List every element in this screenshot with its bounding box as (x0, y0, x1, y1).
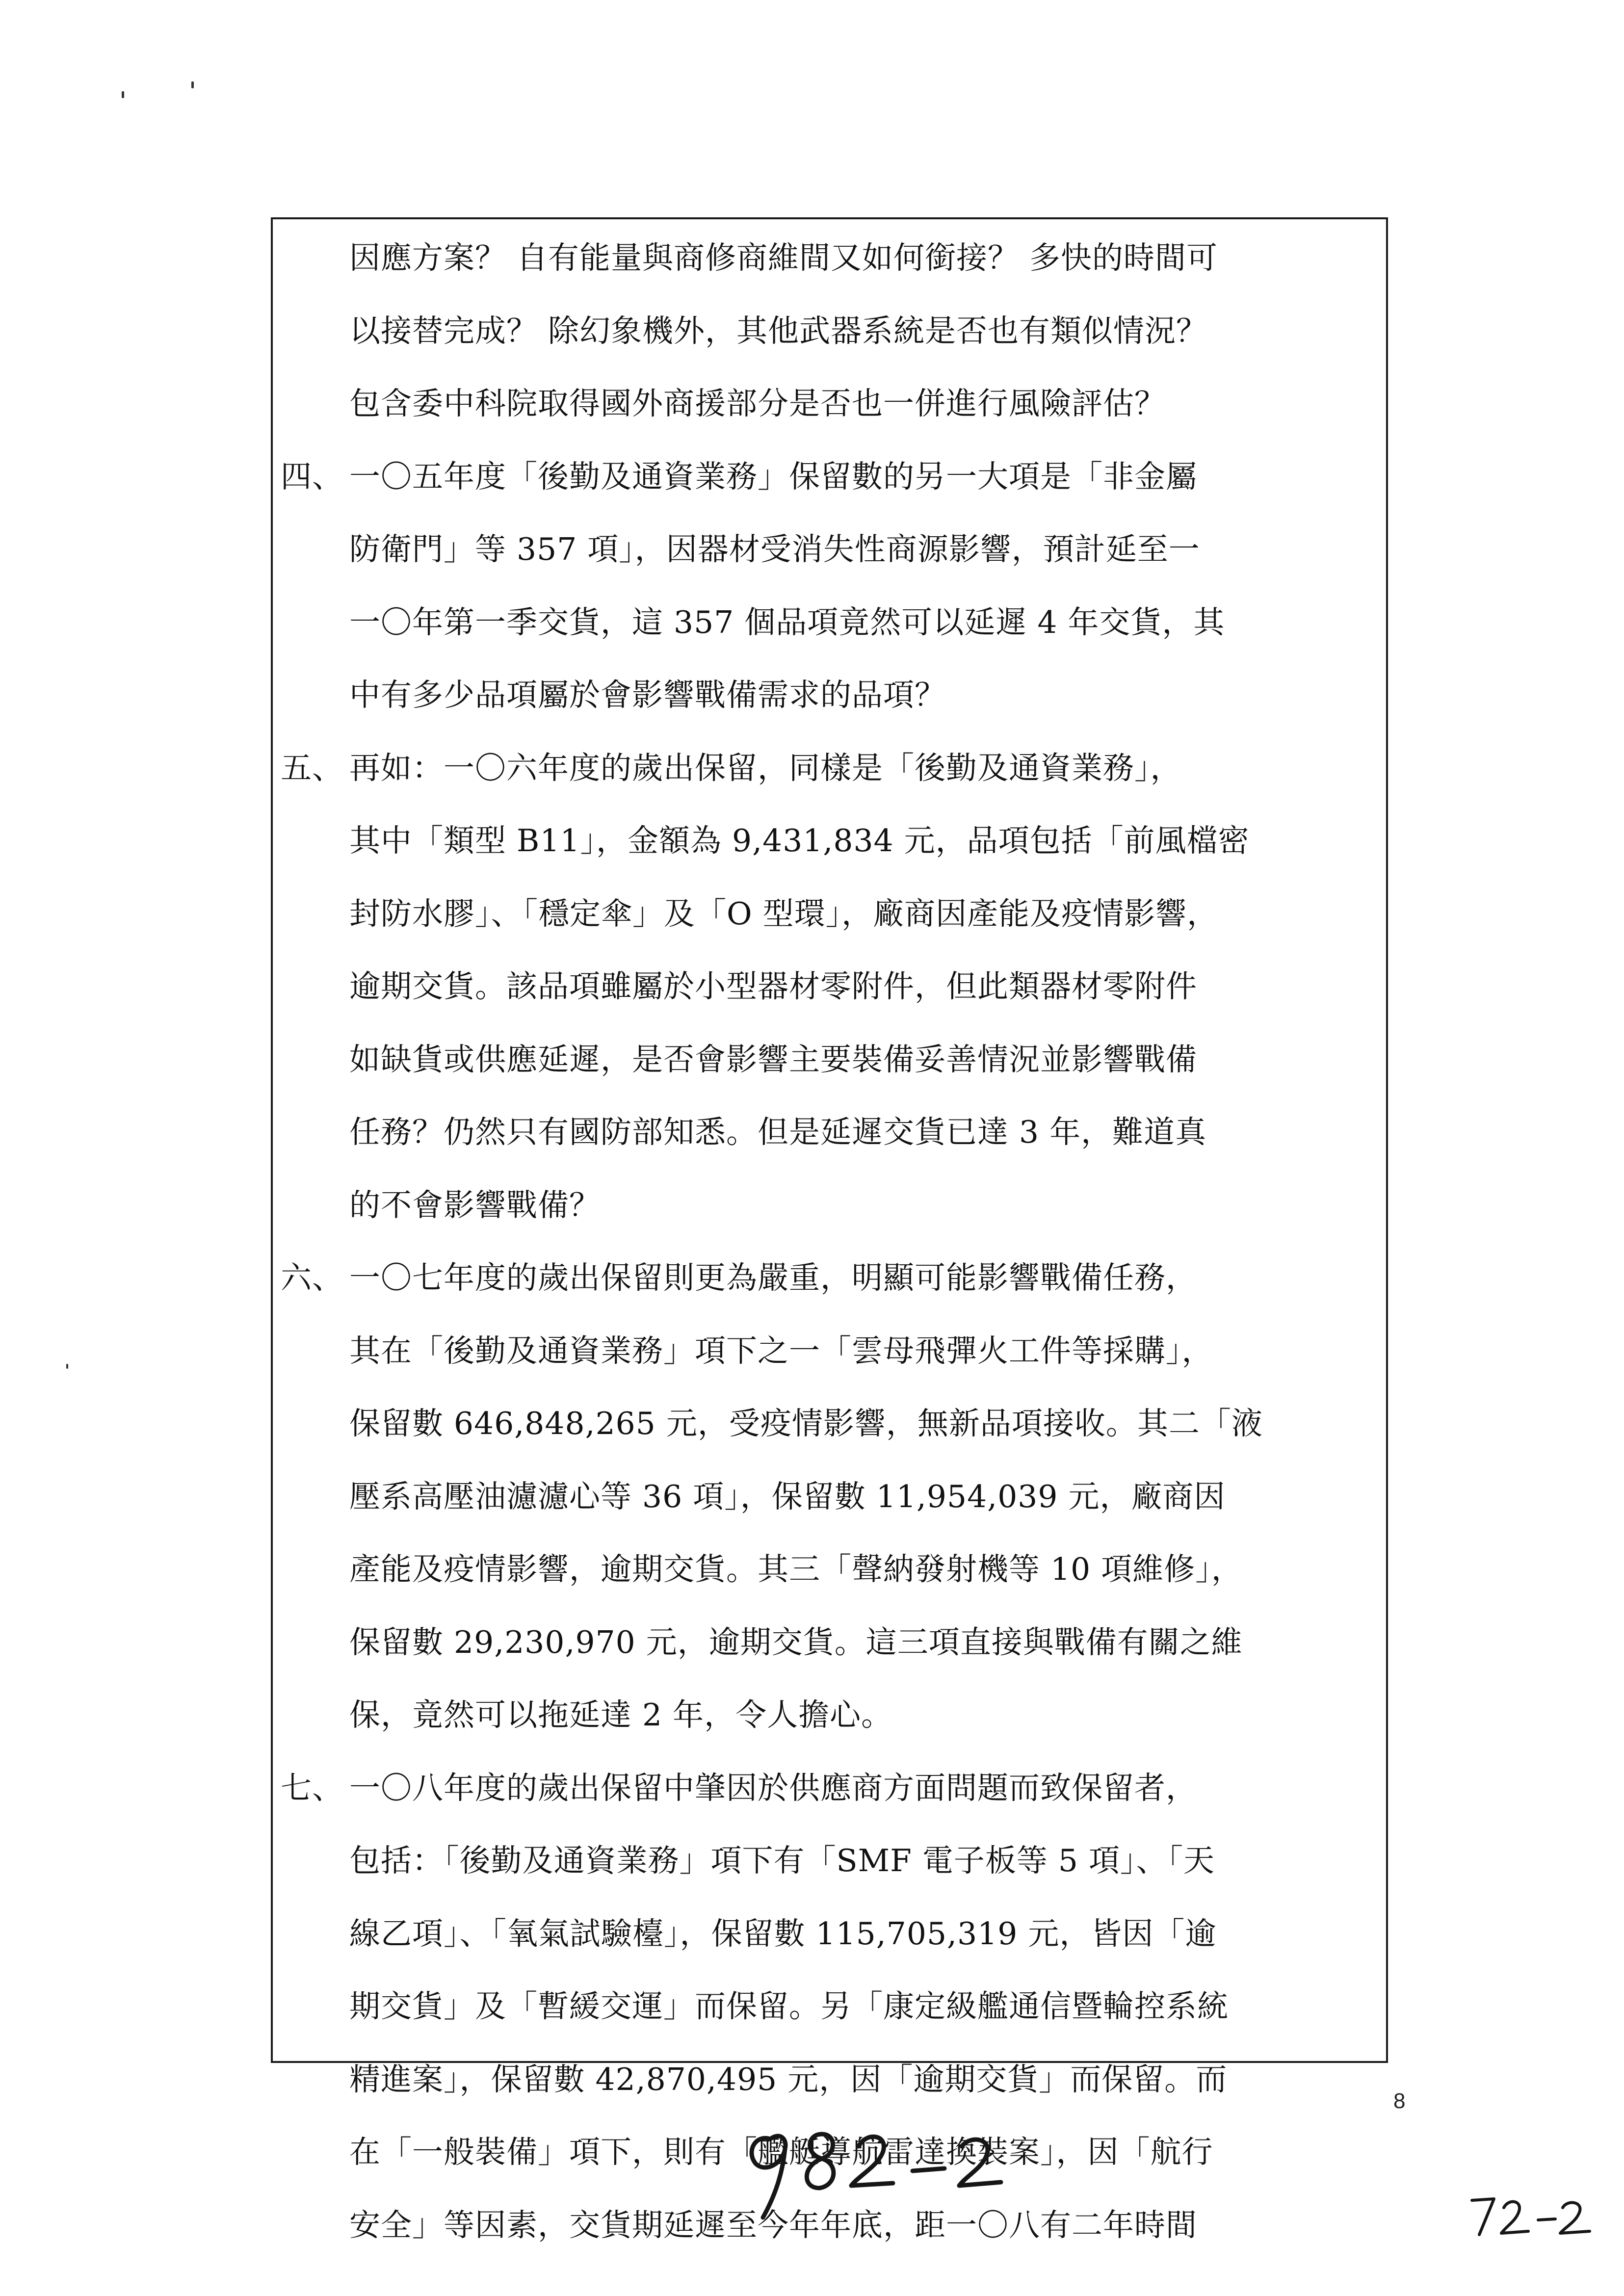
item-number: 七、 (281, 1770, 343, 1806)
scan-speck (191, 81, 194, 88)
text-line: 防衛門」等 357 項」，因器材受消失性商源影響，預計延至一 (349, 531, 1200, 567)
text-line: 產能及疫情影響，逾期交貨。其三「聲納發射機等 10 項維修」， (349, 1551, 1243, 1587)
handwritten-page-annotation (736, 2105, 1011, 2232)
text-line: 精進案」，保留數 42,870,495 元，因「逾期交貨」而保留。而 (349, 2061, 1228, 2097)
document-body (281, 222, 1385, 2262)
item-number: 六、 (281, 1260, 343, 1296)
text-line: 保留數 29,230,970 元，逾期交貨。這三項直接與戰備有關之維 (349, 1624, 1243, 1660)
text-line: 一〇年第一季交貨，這 357 個品項竟然可以延遲 4 年交貨，其 (349, 604, 1225, 640)
text-line: 一〇七年度的歲出保留則更為嚴重，明顯可能影響戰備任務， (349, 1260, 1197, 1296)
text-line: 其中「類型 B11」，金額為 9,431,834 元，品項包括「前風檔密 (349, 823, 1250, 859)
text-line: 在「一般裝備」項下，則有「艦艇導航雷達換裝案」，因「航行 (349, 2134, 1213, 2170)
text-line: 其在「後勤及通資業務」項下之一「雲母飛彈火工件等採購」， (349, 1332, 1213, 1369)
scan-speck (66, 1364, 68, 1369)
page-number: 8 (1393, 2089, 1406, 2113)
text-line: 任務？仍然只有國防部知悉。但是延遲交貨已達 3 年，難道真 (349, 1114, 1207, 1150)
text-line: 一〇五年度「後勤及通資業務」保留數的另一大項是「非金屬 (349, 458, 1197, 495)
continuation-paragraph (281, 222, 1385, 441)
text-line: 期交貨」及「暫緩交運」而保留。另「康定級艦通信暨輪控系統 (349, 1988, 1229, 2024)
text-line: 以接替完成？ 除幻象機外，其他武器系統是否也有類似情況？ (349, 313, 1208, 349)
handwritten-corner-annotation (1467, 2178, 1595, 2247)
text-line: 因應方案？ 自有能量與商修商維間又如何銜接？ 多快的時間可 (349, 240, 1218, 276)
text-line: 中有多少品項屬於會影響戰備需求的品項？ (349, 677, 946, 713)
text-line: 保，竟然可以拖延達 2 年，令人擔心。 (349, 1697, 893, 1733)
text-line: 壓系高壓油濾濾心等 36 項」，保留數 11,954,039 元，廠商因 (349, 1478, 1226, 1514)
text-line: 的不會影響戰備？ (349, 1187, 601, 1223)
text-line: 包含委中科院取得國外商援部分是否也一併進行風險評估？ (349, 386, 1166, 421)
scan-speck (122, 91, 124, 98)
item-number: 四、 (281, 458, 343, 495)
numbered-item-4 (281, 441, 1385, 732)
text-line: 安全」等因素，交貨期延遲至今年年底，距一〇八有二年時間 (349, 2207, 1197, 2243)
item-number: 五、 (281, 750, 343, 786)
text-line: 如缺貨或供應延遲，是否會影響主要裝備妥善情況並影響戰備 (349, 1041, 1197, 1077)
text-line: 線乙項」、「氧氣試驗檯」，保留數 115,705,319 元，皆因「逾 (349, 1915, 1217, 1952)
text-line: 再如：一〇六年度的歲出保留，同樣是「後勤及通資業務」， (349, 750, 1182, 786)
numbered-item-5 (281, 732, 1385, 1242)
text-line: 封防水膠」、「穩定傘」及「O 型環」，廠商因產能及疫情影響， (349, 895, 1219, 932)
numbered-item-6 (281, 1242, 1385, 1752)
text-line: 一〇八年度的歲出保留中肇因於供應商方面問題而致保留者， (349, 1770, 1197, 1806)
text-line: 包括：「後勤及通資業務」項下有「SMF 電子板等 5 項」、「天 (349, 1843, 1215, 1879)
text-line: 保留數 646,848,265 元，受疫情影響，無新品項接收。其二「液 (349, 1406, 1263, 1441)
text-line: 逾期交貨。該品項雖屬於小型器材零附件，但此類器材零附件 (349, 968, 1197, 1004)
